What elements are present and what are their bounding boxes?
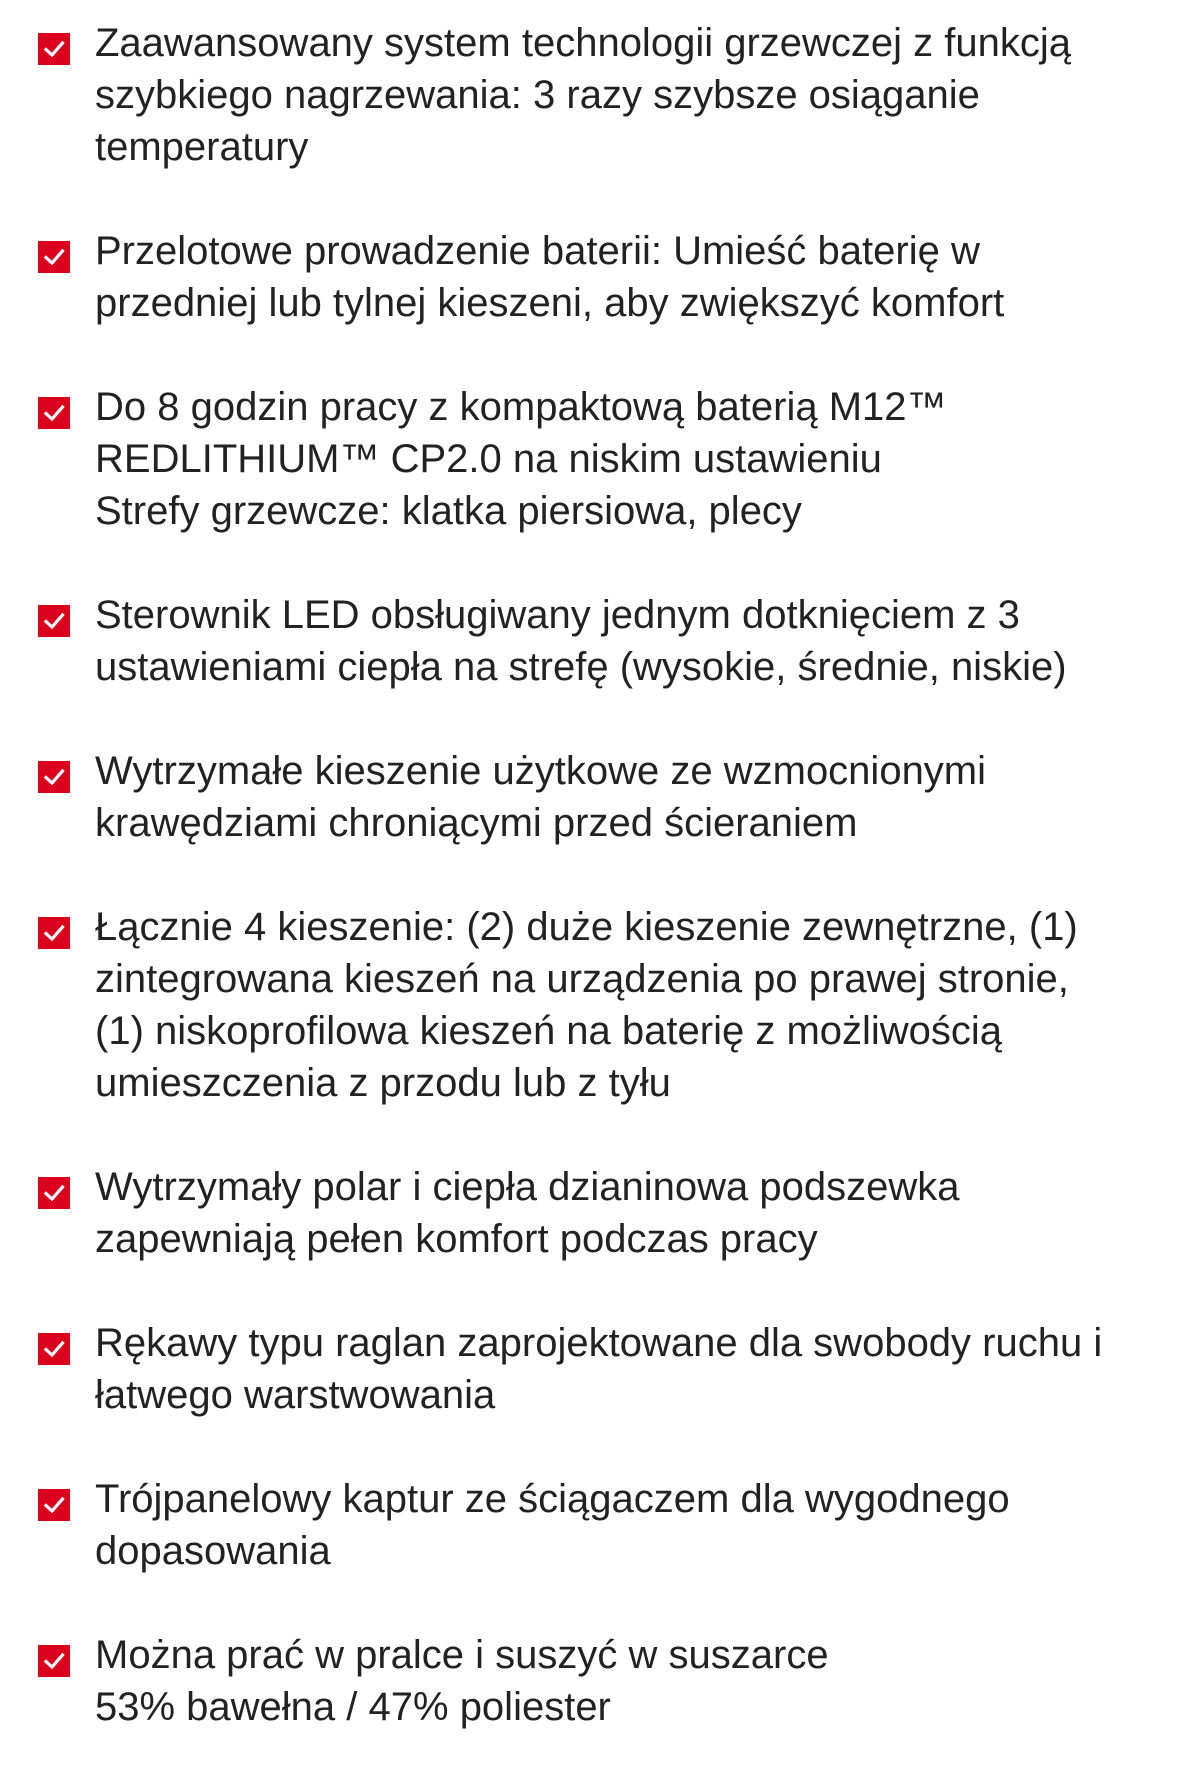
feature-line: zintegrowana kieszeń na urządzenia po prawej stronie, [95,957,1069,1001]
feature-line: zapewniają pełen komfort podczas pracy [95,1217,818,1261]
check-icon [38,1645,70,1677]
feature-line: krawędziami chroniącymi przed ścieraniem [95,801,858,845]
feature-text [95,1629,1188,1733]
feature-line: temperatury [95,125,309,169]
feature-text [95,901,1188,1109]
check-icon [38,917,70,949]
feature-item [38,745,1188,849]
feature-line: szybkiego nagrzewania: 3 razy szybsze osiąganie [95,73,980,117]
check-icon [38,1177,70,1209]
feature-text [95,1161,1188,1265]
feature-text [95,225,1188,329]
feature-item [38,381,1188,537]
feature-line: Wytrzymały polar i ciepła dzianinowa podszewka [95,1165,960,1209]
feature-text [95,381,1188,537]
feature-item [38,1473,1188,1577]
feature-text [95,589,1188,693]
check-icon [38,397,70,429]
feature-text [95,17,1188,173]
feature-line: Łącznie 4 kieszenie: (2) duże kieszenie zewnętrzne, (1) [95,905,1078,949]
feature-text [95,745,1188,849]
check-icon [38,1333,70,1365]
feature-text [95,1317,1188,1421]
feature-line: REDLITHIUM™ CP2.0 na niskim ustawieniu [95,437,882,481]
check-icon [38,761,70,793]
feature-item [38,1317,1188,1421]
feature-item [38,1161,1188,1265]
feature-line: Rękawy typu raglan zaprojektowane dla swobody ruchu i [95,1321,1103,1365]
feature-text [95,1473,1188,1577]
feature-line: 53% bawełna / 47% poliester [95,1685,611,1729]
feature-item [38,901,1188,1109]
feature-line: Sterownik LED obsługiwany jednym dotknięciem z 3 [95,593,1020,637]
feature-line: Można prać w pralce i suszyć w suszarce [95,1633,829,1677]
feature-line: (1) niskoprofilowa kieszeń na baterię z możliwością [95,1009,1003,1053]
feature-list [38,17,1188,1785]
feature-item [38,1629,1188,1733]
feature-item [38,589,1188,693]
check-icon [38,605,70,637]
feature-item [38,225,1188,329]
feature-item [38,17,1188,173]
feature-line: Do 8 godzin pracy z kompaktową baterią M12™ [95,385,947,429]
check-icon [38,1489,70,1521]
feature-line: Strefy grzewcze: klatka piersiowa, plecy [95,489,802,533]
feature-line: Zaawansowany system technologii grzewczej z funkcją [95,21,1071,65]
feature-line: Wytrzymałe kieszenie użytkowe ze wzmocnionymi [95,749,987,793]
feature-line: przedniej lub tylnej kieszeni, aby zwiększyć komfort [95,281,1005,325]
feature-line: Trójpanelowy kaptur ze ściągaczem dla wygodnego [95,1477,1010,1521]
feature-line: ustawieniami ciepła na strefę (wysokie, średnie, niskie) [95,645,1067,689]
feature-line: dopasowania [95,1529,331,1573]
check-icon [38,33,70,65]
check-icon [38,241,70,273]
feature-line: umieszczenia z przodu lub z tyłu [95,1061,671,1105]
feature-line: Przelotowe prowadzenie baterii: Umieść baterię w [95,229,980,273]
feature-line: łatwego warstwowania [95,1373,496,1417]
